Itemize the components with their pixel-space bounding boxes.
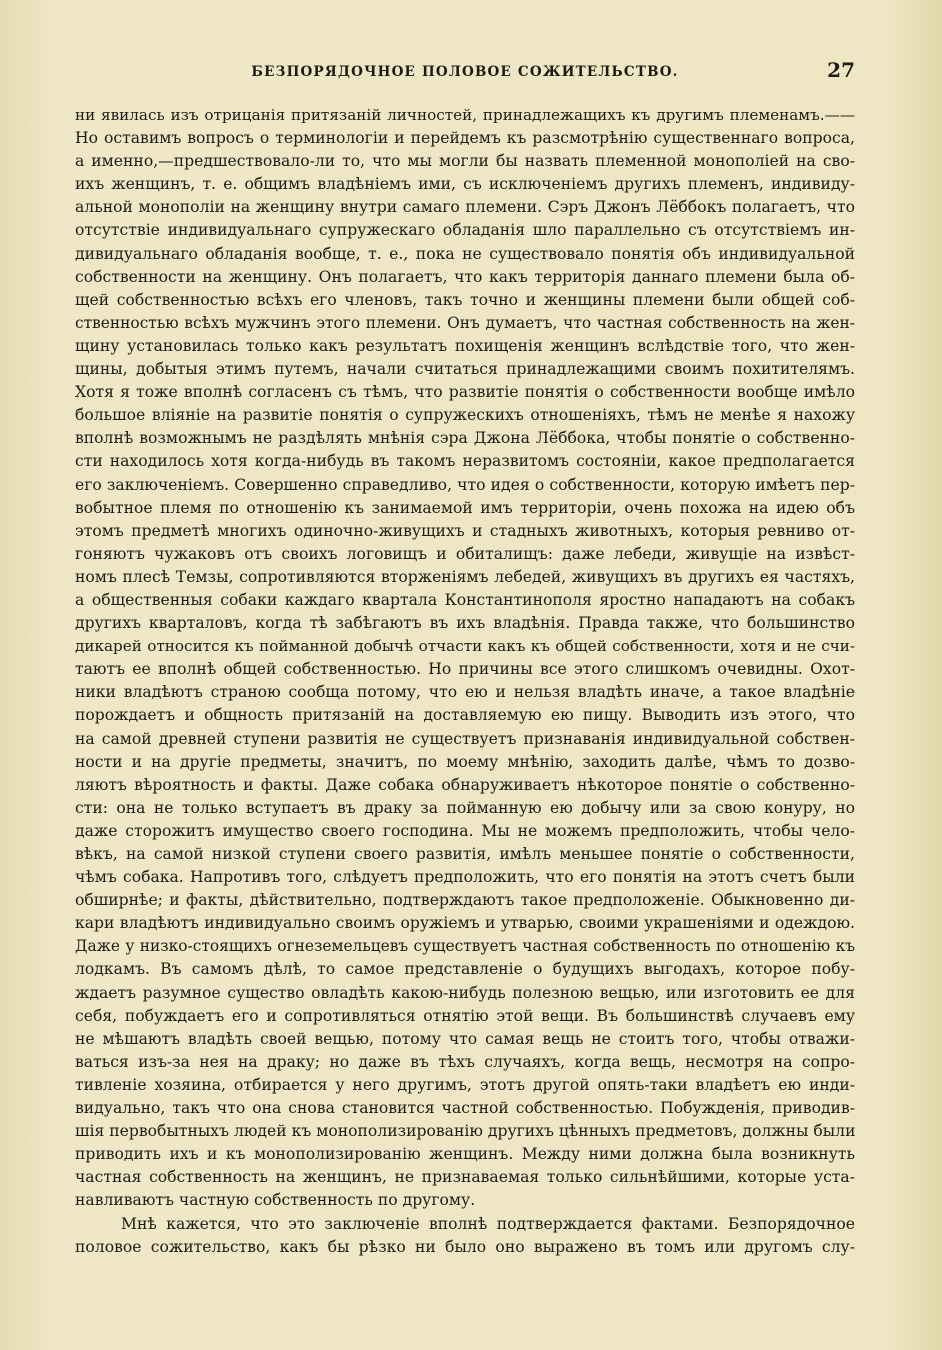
text-line: Но оставимъ вопросъ о терминологіи и перейдемъ къ разсмотрѣнію существеннаго вопроса, xyxy=(75,129,855,148)
text-line: чѣмъ собака. Напротивъ того, слѣдуетъ предположить, что его понятія на этотъ счетъ были xyxy=(75,868,855,887)
text-line: на самой древней ступени развитія не существуетъ признаванія индивидуальной собствен- xyxy=(75,729,855,748)
text-line: тивленіе хозяина, отбирается у него другимъ, этотъ другой опять-таки владѣетъ ею инди- xyxy=(75,1075,855,1094)
text-line: щей собственностью всѣхъ его членовъ, такъ точно и женщины племени были общей соб- xyxy=(75,290,855,309)
text-line: обширнѣе; и факты, дѣйствительно, подтверждаютъ такое предположеніе. Обыкновенно ди- xyxy=(75,891,855,910)
text-line: гоняютъ чужаковъ отъ своихъ логовищъ и обиталищъ: даже лебеди, живущіе на извѣст- xyxy=(75,544,855,563)
text-line: дивидуальнаго обладанія вообще, т. е., пока не существовало понятія объ индивидуальной xyxy=(75,244,855,263)
text-line: а именно,—предшествовало-ли то, что мы могли бы назвать племенной монополіей на сво- xyxy=(75,152,855,171)
text-line: собственности на женщину. Онъ полагаетъ, что какъ территорія даннаго племени была об- xyxy=(75,267,855,286)
text-line: ности и на другіе предметы, значитъ, по моему мнѣнію, заходить далѣе, чѣмъ то дозво- xyxy=(75,752,855,771)
text-line: ваться изъ-за нея на драку; но даже въ тѣхъ случаяхъ, когда вещь, несмотря на сопро- xyxy=(75,1052,855,1071)
text-line: альной монополіи на женщину внутри самаго племени. Сэръ Джонъ Лёббокъ полагаетъ, что xyxy=(75,198,855,217)
text-line: Хотя я тоже вполнѣ согласенъ съ тѣмъ, что развитіе понятія о собственности вообще имѣло xyxy=(75,383,855,402)
text-line-paragraph-start: Мнѣ кажется, что это заключеніе вполнѣ подтверждается фактами. Безпорядочное xyxy=(121,1214,855,1233)
text-line: а общественныя собаки каждаго квартала Константинополя яростно нападаютъ на собакъ xyxy=(75,590,855,609)
text-line: сти: она не только вступаетъ въ драку за пойманную ею добычу или за свою конуру, но xyxy=(75,798,855,817)
text-line: таютъ ее вполнѣ общей собственностью. Но причины все этого слишкомъ очевидны. Охот- xyxy=(75,660,855,679)
page-number: 27 xyxy=(827,58,855,82)
text-line: этомъ предметѣ многихъ одиночно-живущихъ и стадныхъ животныхъ, которыя ревниво от- xyxy=(75,521,855,540)
text-line: вобытное племя по отношенію къ занимаемой имъ территоріи, очень похожа на идею объ xyxy=(75,498,855,517)
text-line: шія первобытныхъ людей къ монополизированію другихъ цѣнныхъ предметовъ, должны были xyxy=(75,1122,855,1141)
text-line: видуально, такъ что она снова становится частной собственностью. Побужденія, приводив- xyxy=(75,1099,855,1118)
text-line: ждаетъ разумное существо овладѣть какою-нибудь полезною вещью, или изготовить ее для xyxy=(75,983,855,1002)
page-header xyxy=(75,58,855,88)
text-line: Даже у низко-стоящихъ огнеземельцевъ существуетъ частная собственность по отношенію къ xyxy=(75,937,855,956)
text-line: не мѣшаютъ владѣть своей вещью, потому что самая вещь не стоитъ того, чтобы отважи- xyxy=(75,1029,855,1048)
text-line: частная собственность на женщинъ, не признаваемая только сильнѣйшими, которые уста- xyxy=(75,1168,855,1187)
text-line: ляютъ вѣроятность и факты. Даже собака обнаруживаетъ нѣкоторое понятіе о собственно- xyxy=(75,775,855,794)
text-line: себя, побуждаетъ его и сопротивляться отнятію этой вещи. Въ большинствѣ случаевъ ему xyxy=(75,1006,855,1025)
text-line: ники владѣютъ страною сообща потому, что ею и нельзя владѣть иначе, а такое владѣніе xyxy=(75,683,855,702)
text-line: другихъ кварталовъ, когда тѣ забѣгаютъ въ ихъ владѣнія. Правда также, что большинство xyxy=(75,614,855,633)
text-line: щину установилась только какъ результатъ похищенія женщинъ вслѣдствіе того, что жен- xyxy=(75,336,855,355)
text-line: его заключеніемъ. Совершенно справедливо, что идея о собственности, которую имѣетъ пер- xyxy=(75,475,855,494)
text-line: кари владѣютъ индивидуально своимъ оружіемъ и утварью, своими украшеніями и одеждою. xyxy=(75,914,855,933)
text-line: ихъ женщинъ, т. е. общимъ владѣніемъ ими, съ исключеніемъ другихъ племенъ, индивиду- xyxy=(75,175,855,194)
text-line: даже сторожитъ имущество своего господина. Мы не можемъ предположить, чтобы чело- xyxy=(75,821,855,840)
text-line: вполнѣ возможнымъ не раздѣлять мнѣнія сэра Джона Лёббока, чтобы понятіе о собственно- xyxy=(75,429,855,448)
text-line: большое вліяніе на развитіе понятія о супружескихъ отношеніяхъ, тѣмъ не менѣе я нахожу xyxy=(75,406,855,425)
text-line: сти находилось хотя когда-нибудь въ такомъ неразвитомъ состояніи, какое предполагается xyxy=(75,452,855,471)
text-line: ственностью всѣхъ мужчинъ этого племени. Онъ думаетъ, что частная собственность на жен- xyxy=(75,313,855,332)
text-line-paragraph-end: навливаютъ частную собственность по другому. xyxy=(75,1191,476,1210)
text-line: ни явилась изъ отрицанія притязаній личностей, принадлежащихъ къ другимъ племенамъ.—— xyxy=(75,106,855,124)
body-text xyxy=(75,104,855,1259)
text-line: порождаетъ и общность притязаній на доставляемую ею пищу. Выводить изъ этого, что xyxy=(75,706,855,725)
text-line: отсутствіе индивидуальнаго супружескаго обладанія шло параллельно съ отсутствіемъ ин- xyxy=(75,221,855,240)
text-line: половое сожительство, какъ бы рѣзко ни было оно выражено въ томъ или другомъ слу- xyxy=(75,1237,855,1256)
text-line: номъ плесѣ Темзы, сопротивляются вторженіямъ лебедей, живущихъ въ другихъ ея частяхъ, xyxy=(75,567,855,586)
text-line: дикарей относится къ пойманной добычѣ отчасти какъ къ общей собственности, хотя и не счи- xyxy=(75,637,855,656)
text-line: лодкамъ. Въ самомъ дѣлѣ, то самое представленіе о будущихъ выгодахъ, которое побу- xyxy=(75,960,855,979)
text-line: приводить ихъ и къ монополизированію женщинъ. Между ними должна была возникнуть xyxy=(75,1145,855,1164)
text-line: щины, добытыя этимъ путемъ, начали считаться принадлежащими своимъ похитителямъ. xyxy=(75,360,855,379)
text-line: вѣкъ, на самой низкой ступени своего развитія, имѣлъ меньшее понятіе о собственности, xyxy=(75,845,855,863)
running-title: БЕЗПОРЯДОЧНОЕ ПОЛОВОЕ СОЖИТЕЛЬСТВО. xyxy=(251,64,679,80)
